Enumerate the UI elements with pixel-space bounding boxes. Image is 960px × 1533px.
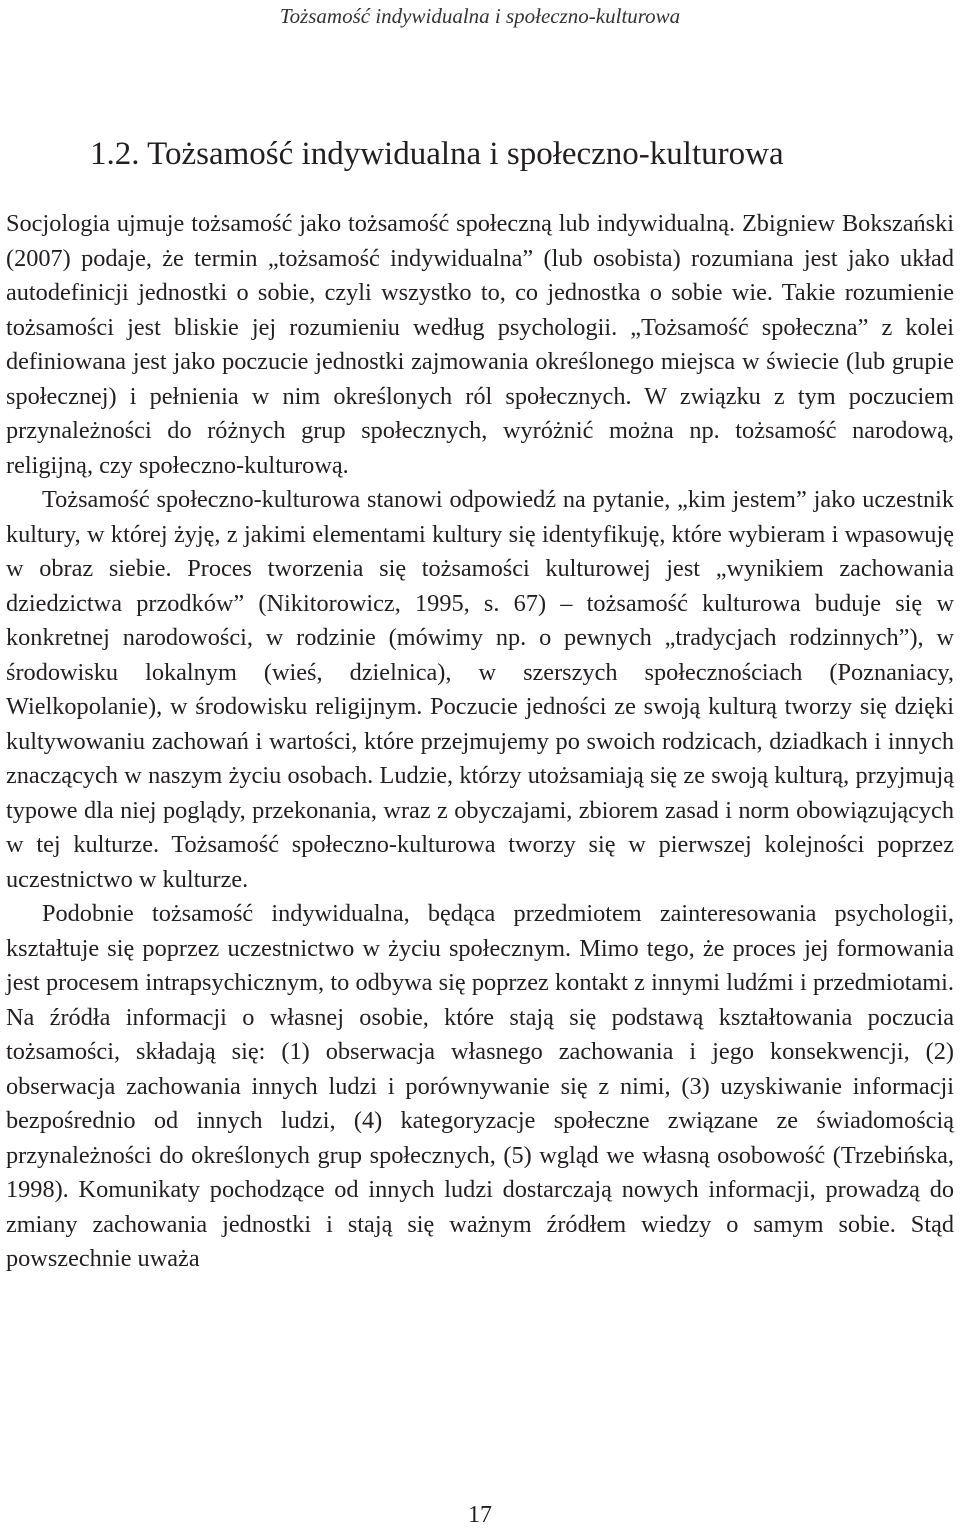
paragraph-2: Tożsamość społeczno-kulturowa stanowi odpowiedź na pytanie, „kim jestem” jako uczestnik kultury, w której żyję, z jakimi elementami kultury się identyfikuję, które wybieram i wpasowuję w obraz siebie. Proces tworzenia się tożsamości kulturowej jest „wynikiem zachowania dziedzictwa przodków” (Nikitorowicz, 1995, s. 67) – tożsamość kulturowa buduje się w konkretnej narodowości, w rodzinie (mówimy np. o pewnych „tradycjach rodzinnych”), w środowisku lokalnym (wieś, dzielnica), w szerszych społecznościach (Poznaniacy, Wielkopolanie), w środowisku religijnym. Poczucie jedności ze swoją kulturą tworzy się dzięki kultywowaniu zachowań i wartości, które przejmujemy po swoich rodzicach, dziadkach i innych znaczących w naszym życiu osobach. Ludzie, którzy utożsamiają się ze swoją kulturą, przyjmują typowe dla niej poglądy, przekonania, wraz z obyczajami, zbiorem zasad i norm obowiązujących w tej kulturze. Tożsamość społeczno-kulturowa tworzy się w pierwszej kolejności poprzez uczestnictwo w kulturze. [6, 486, 954, 893]
running-header: Tożsamość indywidualna i społeczno-kulturowa [279, 4, 681, 28]
section-title: 1.2. Tożsamość indywidualna i społeczno-kulturowa [90, 136, 784, 172]
paragraph-3: Podobnie tożsamość indywidualna, będąca przedmiotem zainteresowania psychologii, kształtuje się poprzez uczestnictwo w życiu społecznym. Mimo tego, że proces jej formowania jest procesem intrapsychicznym, to odbywa się poprzez kontakt z innymi ludźmi i przedmiotami. Na źródła informacji o własnej osobie, które stają się podstawą kształtowania poczucia tożsamości, składają się: (1) obserwacja własnego zachowania i jego konsekwencji, (2) obserwacja zachowania innych ludzi i porównywanie się z nimi, (3) uzyskiwanie informacji bezpośrednio od innych ludzi, (4) kategoryzacje społeczne związane ze świadomością przynależności do określonych grup społecznych, (5) wgląd we własną osobowość (Trzebińska, 1998). Komunikaty pochodzące od innych ludzi dostarczają nowych informacji, prowadzą do zmiany zachowania jednostki i stają się ważnym źródłem wiedzy o samym sobie. Stąd powszechnie uważa [6, 900, 954, 1272]
page-number: 17 [468, 1502, 492, 1528]
paragraph-1: Socjologia ujmuje tożsamość jako tożsamość społeczną lub indywidualną. Zbigniew Bokszański (2007) podaje, że termin „tożsamość indywidualna” (lub osobista) rozumiana jest jako układ autodefinicji jednostki o sobie, czyli wszystko to, co jednostka o sobie wie. Takie rozumienie tożsamości jest bliskie jej rozumieniu według psychologii. „Tożsamość społeczna” z kolei definiowana jest jako poczucie jednostki zajmowania określonego miejsca w świecie (lub grupie społecznej) i pełnienia w nim określonych ról społecznych. W związku z tym poczuciem przynależności do różnych grup społecznych, wyróżnić można np. tożsamość narodową, religijną, czy społeczno-kulturową. [6, 210, 954, 479]
body-text [6, 207, 954, 1277]
